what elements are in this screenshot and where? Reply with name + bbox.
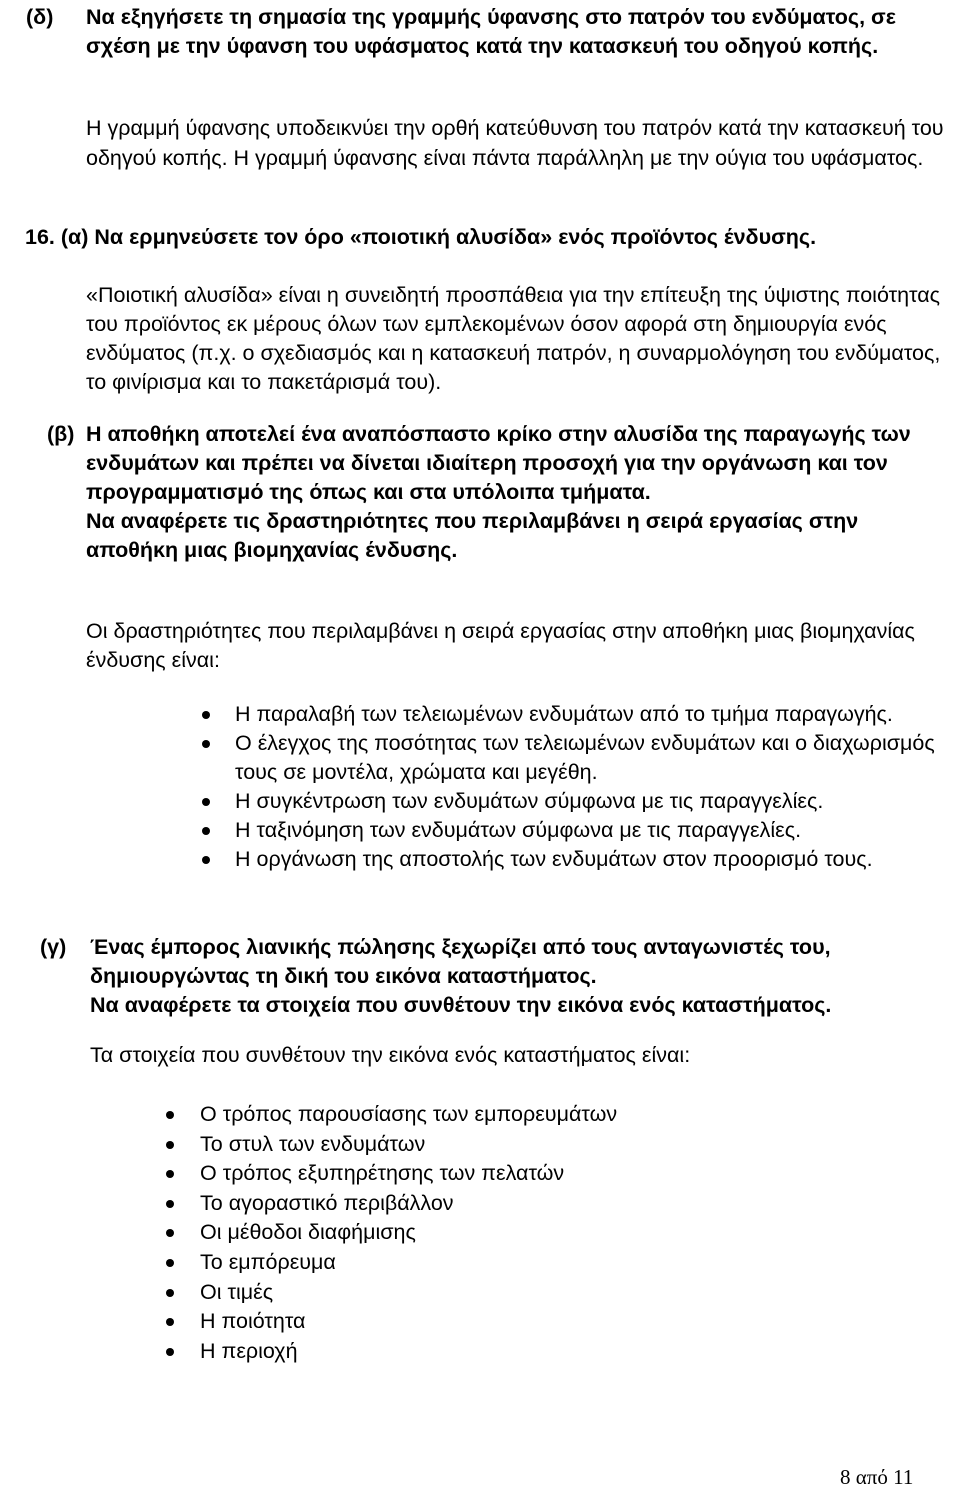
question-c-request: Να αναφέρετε τα στοιχεία που συνθέτουν την εικόνα ενός καταστήματος. xyxy=(90,993,832,1017)
question-b-text: Η αποθήκη αποτελεί ένα αναπόσπαστο κρίκο στην αλυσίδα της παραγωγής των ενδυμάτων και πρέπει να δίνεται ιδιαίτερη προσοχή για την οργάνωση και τον προγραμματισμό της όπως και στα υπόλοιπα τμήματα. xyxy=(86,422,911,504)
list-item: Το στυλ των ενδυμάτων xyxy=(200,1130,900,1160)
question-b-label: (β) xyxy=(47,422,75,446)
question-d-text: Να εξηγήσετε τη σημασία της γραμμής ύφανσης στο πατρόν του ενδύματος, σε σχέση με την ύφανση του υφάσματος κατά την κατασκευή του οδηγού κοπής. xyxy=(86,5,896,58)
list-item: Η συγκέντρωση των ενδυμάτων σύμφωνα με τις παραγγελίες. xyxy=(235,787,960,816)
list-item: Το αγοραστικό περιβάλλον xyxy=(200,1189,900,1219)
question-c-label: (γ) xyxy=(40,935,67,959)
list-item: Ο έλεγχος της ποσότητας των τελειωμένων ενδυμάτων και ο διαχωρισμός τους σε μοντέλα, χρώματα και μεγέθη. xyxy=(235,729,960,787)
question-c xyxy=(40,933,955,1020)
list-item: Ο τρόπος παρουσίασης των εμπορευμάτων xyxy=(200,1100,900,1130)
list-item: Η ποιότητα xyxy=(200,1307,900,1337)
question-16a-heading: 16. (α) Να ερμηνεύσετε τον όρο «ποιοτική αλυσίδα» ενός προϊόντος ένδυσης. xyxy=(25,225,817,249)
question-c-text: Ένας έμπορος λιανικής πώλησης ξεχωρίζει από τους ανταγωνιστές του, δημιουργώντας τη δική του εικόνα καταστήματος. xyxy=(90,935,831,988)
question-b xyxy=(47,420,947,565)
list-item: Η οργάνωση της αποστολής των ενδυμάτων στον προορισμό τους. xyxy=(235,845,960,874)
answer-b-list xyxy=(235,700,960,874)
list-item: Οι μέθοδοι διαφήμισης xyxy=(200,1218,900,1248)
answer-c-list xyxy=(200,1100,900,1366)
list-item: Η ταξινόμηση των ενδυμάτων σύμφωνα με τις παραγγελίες. xyxy=(235,816,960,845)
answer-d: Η γραμμή ύφανσης υποδεικνύει την ορθή κατεύθυνση του πατρόν κατά την κατασκευή του οδηγού κοπής. Η γραμμή ύφανσης είναι πάντα παράλληλη με την ούγια του υφάσματος. xyxy=(86,116,944,170)
answer-c-intro: Τα στοιχεία που συνθέτουν την εικόνα ενός καταστήματος είναι: xyxy=(90,1043,691,1067)
list-item: Η παραλαβή των τελειωμένων ενδυμάτων από το τμήμα παραγωγής. xyxy=(235,700,960,729)
page-number: 8 από 11 xyxy=(840,1465,914,1489)
list-item: Ο τρόπος εξυπηρέτησης των πελατών xyxy=(200,1159,900,1189)
list-item: Το εμπόρευμα xyxy=(200,1248,900,1278)
answer-b-intro: Οι δραστηριότητες που περιλαμβάνει η σειρά εργασίας στην αποθήκη μιας βιομηχανίας ένδυσης είναι: xyxy=(86,619,915,672)
question-d-label: (δ) xyxy=(26,5,54,29)
answer-16a: «Ποιοτική αλυσίδα» είναι η συνειδητή προσπάθεια για την επίτευξη της ύψιστης ποιότητας του προϊόντος εκ μέρους όλων των εμπλεκομένων όσον αφορά στη δημιουργία ενός ενδύματος (π.χ. ο σχεδιασμός και η κατασκευή πατρόν, η συναρμολόγηση του ενδύματος, το φινίρισμα και το πακετάρισμά του). xyxy=(86,283,941,394)
list-item: Οι τιμές xyxy=(200,1278,900,1308)
question-b-request: Να αναφέρετε τις δραστηριότητες που περιλαμβάνει η σειρά εργασίας στην αποθήκη μιας βιομηχανίας ένδυσης. xyxy=(86,509,859,562)
list-item: Η περιοχή xyxy=(200,1337,900,1367)
question-d xyxy=(26,3,946,61)
